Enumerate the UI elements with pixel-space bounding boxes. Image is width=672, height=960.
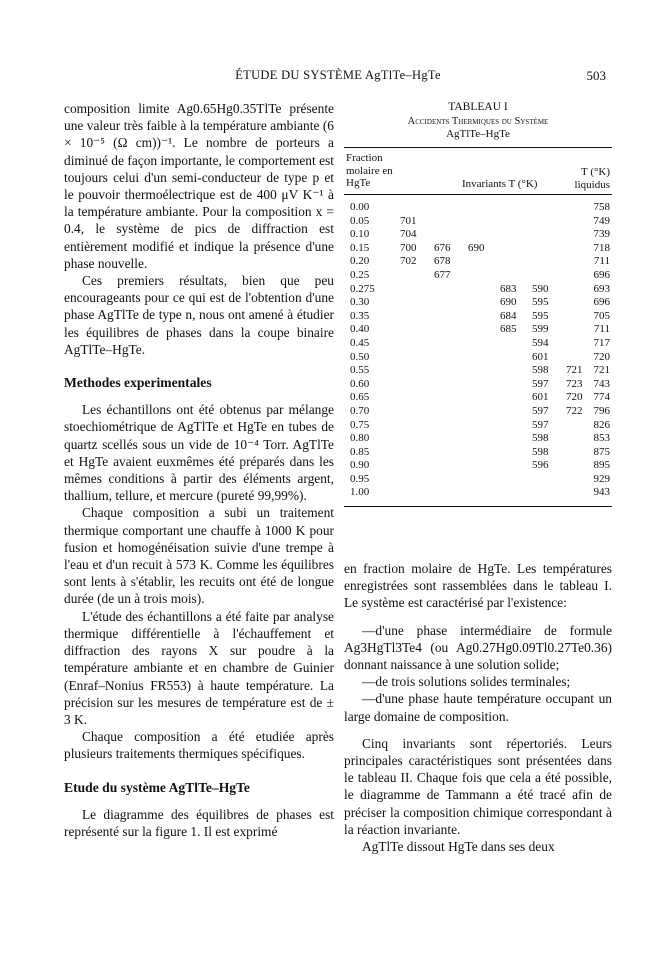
table-row <box>344 269 612 283</box>
paragraph: composition limite Ag0.65Hg0.35TlTe présente une valeur très faible à la température ambiante (6 × 10⁻⁵ (Ω cm))⁻¹. Le nombre de porteurs a diminué de façon importante, le comportement est toujours celui d'un semi-conducteur de type p et le pouvoir thermoélectrique est de 400 μV K⁻¹ à la température ambiante. Pour la composition x = 0.4, le système de pics de diffraction est entièrement modifié et indique la présence d'une phase nouvelle. <box>64 101 334 271</box>
table-subtitle-system: AgTlTe–HgTe <box>446 128 510 140</box>
table-row <box>344 351 612 365</box>
table-1 <box>344 100 612 507</box>
paragraph: —d'une phase haute température occupant un large domaine de composition. <box>344 691 612 724</box>
cell-fraction: 0.15 <box>350 241 370 254</box>
paragraph: L'étude des échantillons a été faite par analyse thermique différentielle à l'échauffement et diffraction des rayons X sur poudre à la température ambiante et en chambre de Guinier (Enraf–Nonius FR553) à haute température. La précision sur les mesures de température est de ± 3 K. <box>64 608 334 727</box>
paragraph: Le diagramme des équilibres de phases est représenté sur la figure 1. Il est exprimé <box>64 806 334 839</box>
cell-fraction: 0.30 <box>350 296 370 309</box>
cell-fraction: 0.80 <box>350 432 370 445</box>
table-row <box>344 242 612 256</box>
paragraph: AgTlTe dissout HgTe dans ses deux <box>362 839 555 855</box>
cell-liquidus: 826 <box>593 418 610 431</box>
cell-liquidus: 720 <box>593 350 610 363</box>
table-row <box>344 405 612 419</box>
cell-liquidus: 718 <box>593 241 610 254</box>
table-subtitle: Accidents Thermiques du Système <box>407 116 549 127</box>
cell-invariant-6: 720 <box>566 391 583 404</box>
cell-liquidus: 711 <box>593 323 610 336</box>
cell-liquidus: 696 <box>593 296 610 309</box>
paragraph: Chaque composition a été etudiée après plusieurs traitements thermiques spécifiques. <box>64 729 334 762</box>
cell-invariant-5: 601 <box>532 350 549 363</box>
cell-fraction: 0.85 <box>350 445 370 458</box>
cell-invariant-5: 597 <box>532 404 549 417</box>
cell-fraction: 0.50 <box>350 350 370 363</box>
cell-invariant-1: 704 <box>400 228 417 241</box>
cell-invariant-1: 700 <box>400 241 417 254</box>
column-header-liquidus: T (°K) liquidus <box>574 166 610 191</box>
cell-invariant-5: 596 <box>532 459 549 472</box>
table-body <box>344 195 612 506</box>
cell-liquidus: 895 <box>593 459 610 472</box>
cell-invariant-6: 723 <box>566 377 583 390</box>
paragraph: Cinq invariants sont répertoriés. Leurs principales caractéristiques sont présentées dans le tableau II. Chaque fois que cela a été possible, le diagramme de Tammann a été tracé afin de préciser la composition chimique correspondant à la réaction invariante. <box>344 735 612 837</box>
cell-liquidus: 739 <box>593 228 610 241</box>
table-row <box>344 255 612 269</box>
cell-fraction: 0.00 <box>350 201 370 213</box>
table-row <box>344 486 612 500</box>
cell-fraction: 0.65 <box>350 391 370 404</box>
paragraph: Les échantillons ont été obtenus par mélange stoechiométrique de AgTlTe et HgTe en tubes de quartz scellés sous un vide de 10⁻⁴ Torr. AgTlTe et HgTe avaient euxmêmes été préparés dans les mêmes conditions à partir des éléments argent, thallium, tellure, et mercure (pureté 99,99%). <box>64 402 334 504</box>
cell-invariant-5: 597 <box>532 377 549 390</box>
page-number: 503 <box>586 68 606 83</box>
table-row <box>344 446 612 460</box>
cell-liquidus: 749 <box>593 214 610 227</box>
cell-invariant-5: 595 <box>532 296 549 309</box>
table-row <box>344 215 612 229</box>
cell-liquidus: 705 <box>593 309 610 322</box>
table-title: TABLEAU I <box>448 101 508 113</box>
cell-liquidus: 875 <box>593 445 610 458</box>
cell-liquidus: 743 <box>593 377 610 390</box>
table-row <box>344 473 612 487</box>
cell-invariant-5: 598 <box>532 445 549 458</box>
table-row <box>344 337 612 351</box>
right-column <box>344 560 612 855</box>
cell-fraction: 1.00 <box>350 486 370 499</box>
column-header-fraction: Fraction molaire en HgTe <box>346 152 393 189</box>
left-column <box>64 100 334 840</box>
table-row <box>344 364 612 378</box>
cell-invariant-5: 597 <box>532 418 549 431</box>
table-row <box>344 310 612 324</box>
cell-invariant-2: 678 <box>434 255 451 268</box>
cell-liquidus: 853 <box>593 432 610 445</box>
cell-fraction: 0.70 <box>350 404 370 417</box>
cell-fraction: 0.75 <box>350 418 370 431</box>
cell-invariant-5: 598 <box>532 432 549 445</box>
cell-invariant-5: 590 <box>532 282 549 295</box>
cell-invariant-2: 677 <box>434 268 451 281</box>
cell-liquidus: 943 <box>593 486 610 499</box>
table-row <box>344 459 612 473</box>
paragraph: en fraction molaire de HgTe. Les températures enregistrées sont rassemblées dans le tableau I. Le système est caractérisé par l'existence: <box>344 561 612 611</box>
cell-invariant-5: 601 <box>532 391 549 404</box>
cell-fraction: 0.20 <box>350 255 370 268</box>
table-row <box>344 228 612 242</box>
cell-invariant-4: 683 <box>500 282 517 295</box>
cell-liquidus: 774 <box>593 391 610 404</box>
paragraph: Ces premiers résultats, bien que peu encourageants pour ce qui est de l'obtention d'une phase AgTlTe de type n, nous ont amené à étudier les équilibres de phases dans la coupe binaire AgTlTe–HgTe. <box>64 273 334 357</box>
cell-liquidus: 711 <box>593 255 610 268</box>
section-heading-methods: Methodes experimentales <box>64 375 212 391</box>
table-row <box>344 432 612 446</box>
cell-fraction: 0.90 <box>350 459 370 472</box>
cell-invariant-5: 594 <box>532 336 549 349</box>
cell-fraction: 0.10 <box>350 228 370 241</box>
cell-invariant-3: 690 <box>468 241 485 254</box>
cell-fraction: 0.40 <box>350 323 370 336</box>
cell-invariant-4: 690 <box>500 296 517 309</box>
cell-invariant-2: 676 <box>434 241 451 254</box>
table-row <box>344 391 612 405</box>
cell-invariant-1: 701 <box>400 214 417 227</box>
cell-liquidus: 717 <box>593 336 610 349</box>
section-heading-study: Etude du système AgTlTe–HgTe <box>64 779 250 795</box>
table-row <box>344 283 612 297</box>
cell-invariant-6: 722 <box>566 404 583 417</box>
table-header <box>344 148 612 194</box>
cell-liquidus: 796 <box>593 404 610 417</box>
cell-liquidus: 721 <box>593 364 610 377</box>
cell-fraction: 0.35 <box>350 309 370 322</box>
table-row <box>344 296 612 310</box>
paragraph: Chaque composition a subi un traitement thermique comportant une chauffe à 1000 K pour fusion et homogénéisation suivie d'une trempe à l'eau et d'un recuit à 573 K. Comme les équilibres sont lents à s'établir, les recuits ont été de longue durée (de un à trois mois). <box>64 505 334 607</box>
cell-liquidus: 696 <box>593 268 610 281</box>
cell-fraction: 0.275 <box>350 282 375 295</box>
cell-fraction: 0.05 <box>350 214 370 227</box>
cell-invariant-5: 598 <box>532 364 549 377</box>
cell-invariant-4: 685 <box>500 323 517 336</box>
column-header-invariants: Invariants T (°K) <box>462 178 538 190</box>
table-row <box>344 378 612 392</box>
cell-liquidus: 758 <box>593 201 610 213</box>
cell-invariant-1: 702 <box>400 255 417 268</box>
running-header <box>64 68 612 88</box>
cell-invariant-6: 721 <box>566 364 583 377</box>
cell-fraction: 0.60 <box>350 377 370 390</box>
cell-invariant-5: 599 <box>532 323 549 336</box>
paragraph: —d'une phase intermédiaire de formule Ag3HgTl3Te4 (ou Ag0.27Hg0.09Tl0.27Te0.36) donnant naissance à une solution solide; <box>344 622 612 673</box>
cell-fraction: 0.55 <box>350 364 370 377</box>
running-title: ÉTUDE DU SYSTÈME AgTlTe–HgTe <box>235 68 441 82</box>
cell-invariant-5: 595 <box>532 309 549 322</box>
cell-liquidus: 693 <box>593 282 610 295</box>
table-row <box>344 323 612 337</box>
table-row <box>344 201 612 215</box>
cell-liquidus: 929 <box>593 472 610 485</box>
cell-fraction: 0.45 <box>350 336 370 349</box>
table-row <box>344 419 612 433</box>
cell-invariant-4: 684 <box>500 309 517 322</box>
cell-fraction: 0.95 <box>350 472 370 485</box>
cell-fraction: 0.25 <box>350 268 370 281</box>
paragraph: —de trois solutions solides terminales; <box>362 674 571 690</box>
